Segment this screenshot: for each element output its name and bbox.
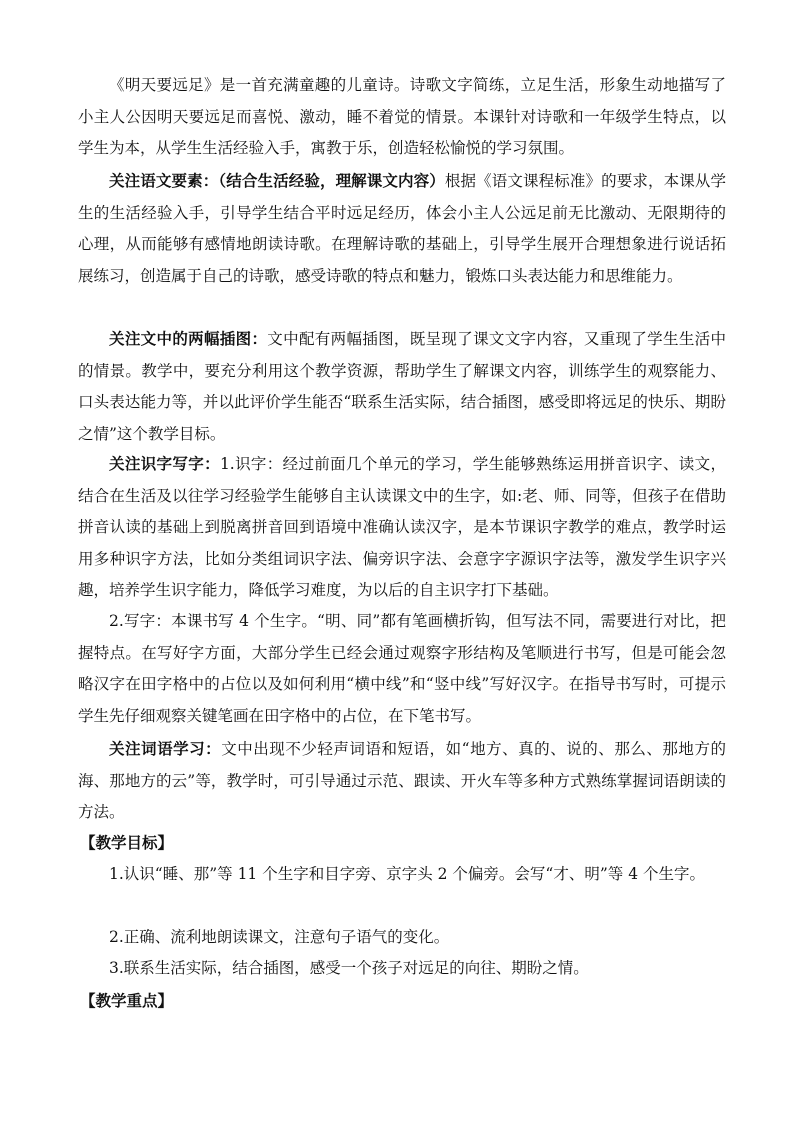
focus-language-label: 关注语文要素：（结合生活经验，理解课文内容） <box>109 171 445 190</box>
focus-language-paragraph <box>78 165 726 292</box>
goal-item: 2.正确、流利地朗读课文，注意句子语气的变化。 <box>109 928 450 946</box>
focus-literacy-text: 1.识字：经过前面几个单元的学习，学生能够熟练运用拼音识字、读文，结合在生活及以往学习经验学生能够自主认读课文中的生字，如:老、师、同等，但孩子在借助拼音认读的基础上到脱离拼音回到语境中准确认读汉字，是本节课识字教学的难点，教学时运用多种识字方法，比如分类组词识字法、偏旁识字法、会意字字源识字法等，激发学生识字兴趣，培养学生识字能力，降低学习难度，为以后的自主识字打下基础。 <box>78 455 726 599</box>
focus-vocab-paragraph <box>78 733 726 829</box>
focus-vocab-text: 文中出现不少轻声词语和短语，如“地方、真的、说的、那么、那地方的海、那地方的云”等，教学时，可引导通过示范、跟读、开火车等多种方式熟练掌握词语朗读的方法。 <box>78 740 726 821</box>
goals-heading: 【教学目标】 <box>80 833 174 852</box>
intro-paragraph: 《明天要远足》是一首充满童趣的儿童诗。诗歌文字简练，立足生活，形象生动地描写了小主人公因明天要远足而喜悦、激动，睡不着觉的情景。本课针对诗歌和一年级学生特点，以学生为本，从学生生活经验入手，寓教于乐，创造轻松愉悦的学习氛围。 <box>78 76 726 157</box>
key-points-heading: 【教学重点】 <box>80 991 174 1010</box>
writing-paragraph: 2.写字：本课书写 4 个生字。“明、同”都有笔画横折钩，但写法不同，需要进行对比，把握特点。在写好字方面，大部分学生已经会通过观察字形结构及笔顺进行书写，但是可能会忽略汉字在田字格中的占位以及如何利用“横中线”和“竖中线”写好汉字。在指导书写时，可提示学生先仔细观察关键笔画在田字格中的占位，在下笔书写。 <box>78 612 726 725</box>
focus-vocab-label: 关注词语学习： <box>109 739 222 758</box>
focus-literacy-label: 关注识字写字： <box>109 454 220 473</box>
goal-item: 3.联系生活实际，结合插图，感受一个孩子对远足的向往、期盼之情。 <box>109 959 589 977</box>
focus-illustrations-paragraph <box>78 323 726 450</box>
focus-literacy-paragraph <box>78 448 726 607</box>
goal-item: 1.认识“睡、那”等 11 个生字和目字旁、京字头 2 个偏旁。会写“才、明”等 4 个生字。 <box>109 865 705 883</box>
focus-language-text: 根据《语文课程标准》的要求，本课从学生的生活经验入手，引导学生结合平时远足经历，体会小主人公远足前无比激动、无限期待的心理，从而能够有感情地朗读诗歌。在理解诗歌的基础上，引导学生展开合理想象进行说话拓展练习，创造属于自己的诗歌，感受诗歌的特点和魅力，锻炼口头表达能力和思维能力。 <box>78 172 726 285</box>
focus-illustrations-text: 文中配有两幅插图，既呈现了课文文字内容，又重现了学生生活中的情景。教学中，要充分利用这个教学资源，帮助学生了解课文内容，训练学生的观察能力、口头表达能力等，并以此评价学生能否“联系生活实际，结合插图，感受即将远足的快乐、期盼之情”这个教学目标。 <box>78 330 726 443</box>
focus-illustrations-label: 关注文中的两幅插图： <box>109 329 268 348</box>
